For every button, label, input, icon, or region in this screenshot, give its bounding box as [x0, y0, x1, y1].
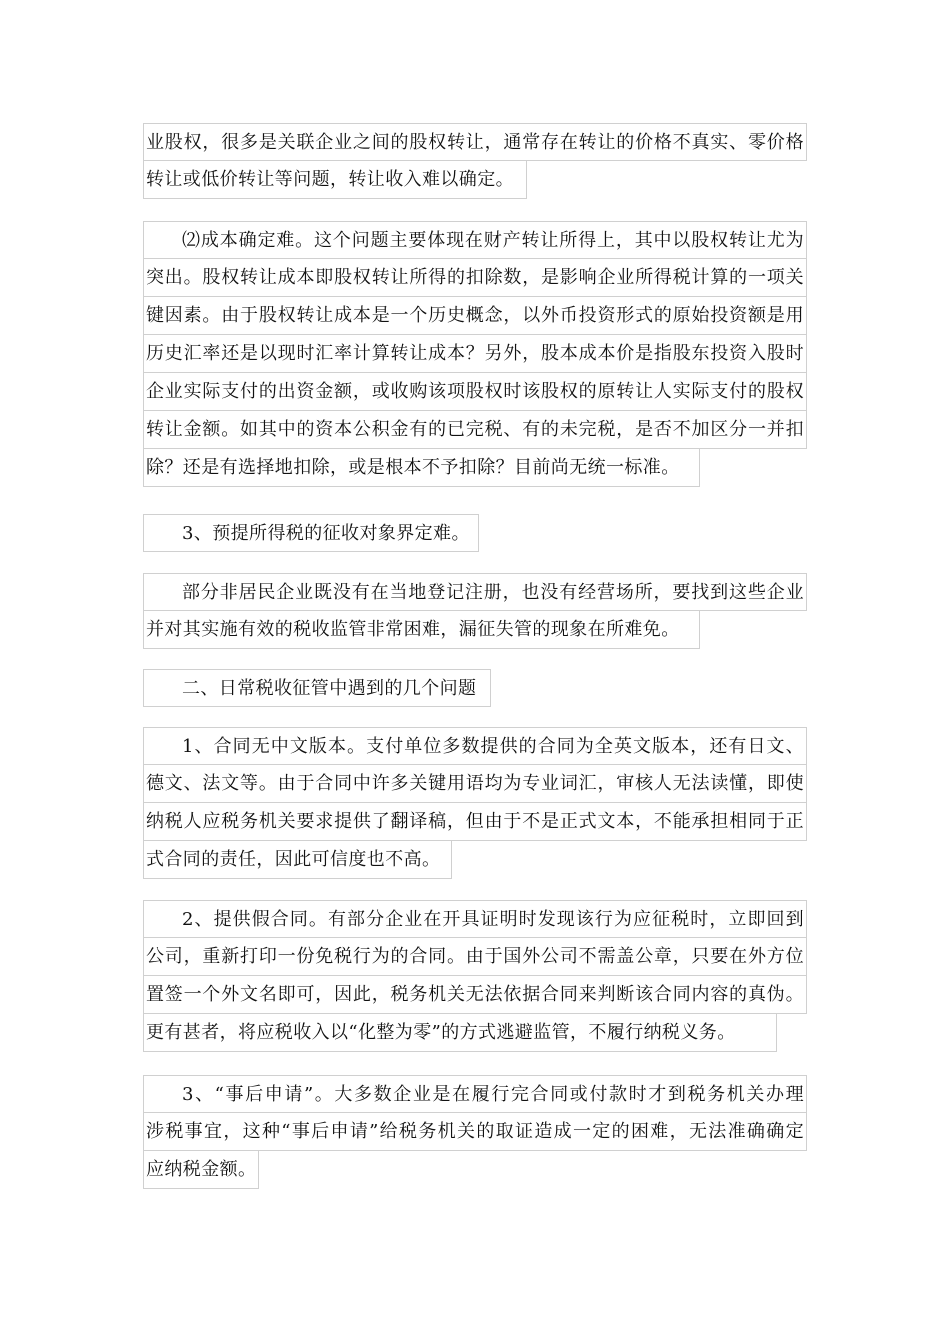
paragraph-no-chinese-contract	[143, 727, 807, 879]
text-line: ⑵成本确定难。这个问题主要体现在财产转让所得上，其中以股权转让尤为	[143, 221, 807, 259]
text-line: 应纳税金额。	[143, 1151, 259, 1189]
text-line: 并对其实施有效的税收监管非常困难，漏征失管的现象在所难免。	[143, 611, 700, 649]
text-line: 历史汇率还是以现时汇率计算转让成本？另外，股本成本价是指股东投资入股时	[143, 335, 807, 373]
text-line: 1、合同无中文版本。支付单位多数提供的合同为全英文版本，还有日文、	[143, 727, 807, 765]
text-line: 突出。股权转让成本即股权转让所得的扣除数，是影响企业所得税计算的一项关	[143, 259, 807, 297]
text-line: 业股权，很多是关联企业之间的股权转让，通常存在转让的价格不真实、零价格	[143, 123, 807, 161]
text-line: 二、日常税收征管中遇到的几个问题	[143, 669, 491, 707]
text-line: 转让金额。如其中的资本公积金有的已完税、有的未完税，是否不加区分一并扣	[143, 411, 807, 449]
text-line: 德文、法文等。由于合同中许多关键用语均为专业词汇，审核人无法读懂，即使	[143, 765, 807, 803]
text-line: 更有甚者，将应税收入以“化整为零”的方式逃避监管，不履行纳税义务。	[143, 1014, 777, 1052]
text-line: 2、提供假合同。有部分企业在开具证明时发现该行为应征税时，立即回到	[143, 900, 807, 938]
text-line: 纳税人应税务机关要求提供了翻译稿，但由于不是正式文本，不能承担相同于正	[143, 803, 807, 841]
paragraph-non-resident-enterprises	[143, 573, 807, 649]
text-line: 式合同的责任，因此可信度也不高。	[143, 841, 452, 879]
text-line: 转让或低价转让等问题，转让收入难以确定。	[143, 161, 527, 199]
text-line: 3、“事后申请”。大多数企业是在履行完合同或付款时才到税务机关办理	[143, 1075, 807, 1113]
section-heading-daily-collection	[143, 669, 807, 707]
paragraph-fake-contract	[143, 900, 807, 1052]
paragraph-cost-determination	[143, 221, 807, 487]
text-line: 公司，重新打印一份免税行为的合同。由于国外公司不需盖公章，只要在外方位	[143, 938, 807, 976]
text-line: 置签一个外文名即可，因此，税务机关无法依据合同来判断该合同内容的真伪。	[143, 976, 807, 1014]
paragraph-equity-transfer-price	[143, 123, 807, 199]
text-line: 涉税事宜，这种“事后申请”给税务机关的取证造成一定的困难，无法准确确定	[143, 1113, 807, 1151]
text-line: 企业实际支付的出资金额，或收购该项股权时该股权的原转让人实际支付的股权	[143, 373, 807, 411]
paragraph-withholding-tax-heading	[143, 514, 807, 552]
paragraph-after-the-fact-application	[143, 1075, 807, 1189]
text-line: 3、预提所得税的征收对象界定难。	[143, 514, 479, 552]
text-line: 除？还是有选择地扣除，或是根本不予扣除？目前尚无统一标准。	[143, 449, 700, 487]
text-line: 键因素。由于股权转让成本是一个历史概念，以外币投资形式的原始投资额是用	[143, 297, 807, 335]
text-line: 部分非居民企业既没有在当地登记注册，也没有经营场所，要找到这些企业	[143, 573, 807, 611]
